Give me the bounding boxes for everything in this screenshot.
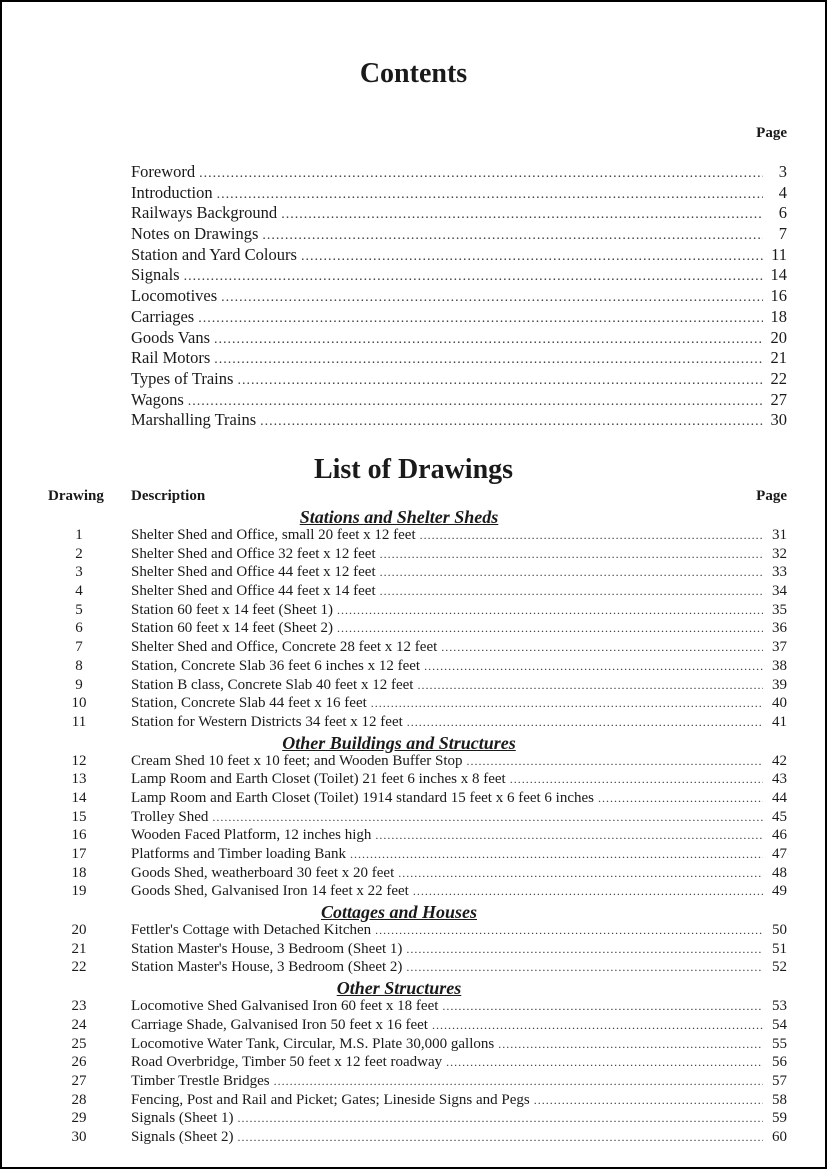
drawing-description: Trolley Shed xyxy=(131,808,209,825)
drawing-number: 1 xyxy=(75,527,83,543)
contents-entry-title: Wagons xyxy=(131,389,184,409)
drawing-number: 21 xyxy=(71,940,87,957)
dot-leader xyxy=(260,414,763,430)
drawing-page: 55 xyxy=(772,1035,787,1052)
contents-entry-title: Locomotives xyxy=(131,286,218,306)
dot-leader xyxy=(238,1130,764,1145)
drawing-description: Station B class, Concrete Slab 40 feet x 12 feet xyxy=(131,676,414,693)
dot-leader xyxy=(238,1111,764,1126)
drawing-entry xyxy=(2,1054,825,1073)
drawing-entry xyxy=(2,677,825,696)
drawing-page: 44 xyxy=(772,789,787,806)
contents-entry-title: Introduction xyxy=(131,182,213,202)
drawing-entry xyxy=(2,753,825,772)
drawing-number: 6 xyxy=(75,620,83,637)
section-heading: Stations and Shelter Sheds xyxy=(299,507,499,527)
drawing-page: 48 xyxy=(772,864,787,881)
dot-leader xyxy=(441,640,763,655)
contents-entry-page: 22 xyxy=(770,368,787,388)
drawing-page: 40 xyxy=(772,695,787,712)
dot-leader xyxy=(198,311,763,327)
drawing-number: 14 xyxy=(71,789,87,806)
contents-entry-title: Signals xyxy=(131,265,180,285)
dot-leader xyxy=(375,828,763,843)
drawing-description: Lamp Room and Earth Closet (Toilet) 1914 standard 15 feet x 6 feet 6 inches xyxy=(131,789,594,806)
dot-leader xyxy=(237,373,763,389)
drawing-entry xyxy=(2,865,825,884)
drawing-number: 20 xyxy=(71,922,87,939)
dot-leader xyxy=(350,847,763,862)
contents-entry xyxy=(131,286,787,307)
drawing-entry xyxy=(2,827,825,846)
contents-entry-title: Rail Motors xyxy=(131,348,211,368)
dot-leader xyxy=(420,528,763,543)
dot-leader xyxy=(534,1093,763,1108)
section-heading: Cottages and Houses xyxy=(320,902,478,923)
dot-leader xyxy=(446,1055,763,1070)
drawing-description: Station Master's House, 3 Bedroom (Sheet 1) xyxy=(131,940,403,957)
drawing-number: 4 xyxy=(75,583,83,600)
page-column-header: Page xyxy=(756,488,787,504)
dot-leader xyxy=(184,269,763,285)
drawing-description: Station, Concrete Slab 44 feet x 16 feet xyxy=(131,695,367,712)
dot-leader xyxy=(498,1037,763,1052)
drawing-description: Fettler's Cottage with Detached Kitchen xyxy=(131,922,372,939)
contents-entry-page: 30 xyxy=(770,410,787,430)
dot-leader xyxy=(380,565,763,580)
drawing-entry xyxy=(2,564,825,583)
drawings-list xyxy=(2,507,825,1148)
drawing-description: Locomotive Shed Galvanised Iron 60 feet x 18 feet xyxy=(131,998,439,1015)
drawing-page: 52 xyxy=(772,959,787,976)
drawings-title: List of Drawings xyxy=(313,454,514,485)
contents-entry xyxy=(131,348,787,369)
drawing-number: 27 xyxy=(71,1072,87,1089)
contents-entry-title: Marshalling Trains xyxy=(131,410,257,430)
drawing-page: 56 xyxy=(772,1054,787,1071)
dot-leader xyxy=(199,166,763,182)
drawing-page: 47 xyxy=(772,846,787,862)
contents-entry xyxy=(131,328,787,349)
dot-leader xyxy=(380,547,763,562)
drawing-entry xyxy=(2,846,825,865)
drawing-entry xyxy=(2,790,825,809)
contents-entry-page: 20 xyxy=(770,327,787,347)
drawing-number: 19 xyxy=(71,883,87,900)
drawing-page: 50 xyxy=(772,922,787,939)
contents-entry-page: 11 xyxy=(771,244,787,264)
dot-leader xyxy=(274,1074,763,1089)
drawing-entry xyxy=(2,620,825,639)
drawing-description: Goods Shed, Galvanised Iron 14 feet x 22 feet xyxy=(131,883,409,900)
drawing-page: 46 xyxy=(772,827,787,844)
contents-entry-title: Railways Background xyxy=(131,203,278,223)
contents-entry xyxy=(131,307,787,328)
contents-entry xyxy=(131,203,787,224)
drawing-number: 15 xyxy=(71,808,87,825)
contents-entry-page: 16 xyxy=(770,286,787,306)
drawing-description: Lamp Room and Earth Closet (Toilet) 21 feet 6 inches x 8 feet xyxy=(131,771,506,788)
contents-entry-title: Types of Trains xyxy=(131,368,234,388)
contents-entry-title: Carriages xyxy=(131,306,195,326)
contents-list xyxy=(131,162,787,431)
drawing-description: Shelter Shed and Office 44 feet x 12 feet xyxy=(131,564,376,581)
dot-leader xyxy=(407,715,763,730)
drawing-page: 33 xyxy=(772,564,787,581)
drawing-entry xyxy=(2,658,825,677)
contents-entry xyxy=(131,410,787,431)
drawing-entry xyxy=(2,1036,825,1055)
drawing-page: 37 xyxy=(772,639,787,656)
dot-leader xyxy=(337,603,763,618)
contents-entry-page: 7 xyxy=(778,224,787,244)
drawing-entry xyxy=(2,959,825,978)
dot-leader xyxy=(510,772,763,787)
drawing-description: Shelter Shed and Office, Concrete 28 feet x 12 feet xyxy=(131,639,438,656)
contents-entry xyxy=(131,245,787,266)
dot-leader xyxy=(214,352,763,368)
drawing-page: 42 xyxy=(772,752,787,769)
drawing-page: 49 xyxy=(772,883,787,900)
drawing-description: Locomotive Water Tank, Circular, M.S. Plate 30,000 gallons xyxy=(131,1035,495,1052)
drawing-number: 26 xyxy=(71,1054,87,1071)
dot-leader xyxy=(212,810,763,825)
drawing-entry xyxy=(2,546,825,565)
description-column-header: Description xyxy=(131,488,206,504)
contents-entry xyxy=(131,390,787,411)
dot-leader xyxy=(406,942,763,957)
contents-entry-page: 4 xyxy=(778,182,787,202)
dot-leader xyxy=(380,584,763,599)
drawing-description: Carriage Shade, Galvanised Iron 50 feet x 16 feet xyxy=(131,1016,428,1033)
dot-leader xyxy=(432,1018,763,1033)
dot-leader xyxy=(217,187,763,203)
drawing-number: 17 xyxy=(71,846,87,862)
drawing-description: Station, Concrete Slab 36 feet 6 inches x 12 feet xyxy=(131,657,421,674)
drawing-number: 24 xyxy=(71,1016,87,1033)
drawing-description: Station 60 feet x 14 feet (Sheet 1) xyxy=(131,601,334,618)
drawing-number: 9 xyxy=(75,676,83,693)
drawing-entry xyxy=(2,922,825,941)
drawing-description: Station 60 feet x 14 feet (Sheet 2) xyxy=(131,620,334,637)
drawing-page: 53 xyxy=(772,998,787,1015)
dot-leader xyxy=(417,678,763,693)
drawing-page: 54 xyxy=(772,1016,787,1033)
contents-entry-page: 27 xyxy=(770,389,787,409)
contents-entry-page: 14 xyxy=(770,265,787,285)
dot-leader xyxy=(188,394,763,410)
section-heading: Other Buildings and Structures xyxy=(282,732,516,753)
contents-entry-title: Goods Vans xyxy=(131,327,210,347)
drawing-entry xyxy=(2,883,825,902)
drawing-description: Fencing, Post and Rail and Picket; Gates; Lineside Signs and Pegs xyxy=(131,1091,530,1108)
drawing-page: 35 xyxy=(772,601,787,618)
drawing-page: 59 xyxy=(772,1110,787,1127)
drawing-number: 8 xyxy=(75,657,83,674)
drawing-description: Shelter Shed and Office, small 20 feet x 12 feet xyxy=(131,527,416,543)
drawing-number: 29 xyxy=(71,1110,87,1127)
drawing-description: Station Master's House, 3 Bedroom (Sheet 2) xyxy=(131,959,403,976)
drawing-number: 13 xyxy=(71,771,87,788)
dot-leader xyxy=(337,621,763,636)
drawing-page: 60 xyxy=(772,1128,787,1145)
drawing-entry xyxy=(2,998,825,1017)
drawing-description: Timber Trestle Bridges xyxy=(131,1072,270,1089)
dot-leader xyxy=(398,866,763,881)
drawing-description: Shelter Shed and Office 32 feet x 12 feet xyxy=(131,545,376,562)
contents-entry-page: 21 xyxy=(770,348,787,368)
dot-leader xyxy=(424,659,763,674)
drawing-number: 28 xyxy=(71,1091,87,1108)
drawing-entry xyxy=(2,639,825,658)
dot-leader xyxy=(598,791,763,806)
contents-entry xyxy=(131,183,787,204)
contents-entry-page: 18 xyxy=(770,306,787,326)
drawing-description: Shelter Shed and Office 44 feet x 14 feet xyxy=(131,583,376,600)
dot-leader xyxy=(262,228,763,244)
contents-entry xyxy=(131,265,787,286)
drawing-entry xyxy=(2,771,825,790)
drawing-number: 3 xyxy=(75,564,83,581)
dot-leader xyxy=(406,960,763,975)
drawing-description: Signals (Sheet 2) xyxy=(131,1128,234,1145)
drawing-page: 39 xyxy=(772,676,787,693)
drawing-description: Signals (Sheet 1) xyxy=(131,1110,234,1127)
drawing-number: 30 xyxy=(71,1128,87,1145)
drawing-entry xyxy=(2,527,825,546)
drawing-number: 25 xyxy=(71,1035,87,1052)
drawing-number: 2 xyxy=(75,545,83,562)
drawing-entry xyxy=(2,941,825,960)
drawing-entry xyxy=(2,1073,825,1092)
drawing-entry xyxy=(2,1017,825,1036)
dot-leader xyxy=(221,290,763,306)
dot-leader xyxy=(467,754,764,769)
contents-entry-page: 3 xyxy=(778,162,787,181)
dot-leader xyxy=(375,923,763,938)
drawing-description: Wooden Faced Platform, 12 inches high xyxy=(131,827,372,844)
dot-leader xyxy=(281,207,763,223)
dot-leader xyxy=(371,696,763,711)
drawing-description: Station for Western Districts 34 feet x 12 feet xyxy=(131,713,403,730)
drawing-entry xyxy=(2,695,825,714)
drawing-number: 12 xyxy=(71,752,87,769)
contents-title: Contents xyxy=(359,58,468,89)
drawing-description: Road Overbridge, Timber 50 feet x 12 feet roadway xyxy=(131,1054,443,1071)
contents-entry-page: 6 xyxy=(778,203,787,223)
drawings-column-headers xyxy=(2,488,825,508)
drawing-page: 45 xyxy=(772,808,787,825)
drawing-entry xyxy=(2,714,825,733)
drawing-entry xyxy=(2,1110,825,1129)
drawing-page: 36 xyxy=(772,620,787,637)
drawing-page: 34 xyxy=(772,583,787,600)
dot-leader xyxy=(442,999,763,1014)
dot-leader xyxy=(301,249,763,265)
drawing-number: 22 xyxy=(71,959,87,976)
contents-entry-title: Notes on Drawings xyxy=(131,224,259,244)
drawing-entry xyxy=(2,1092,825,1111)
drawing-page: 32 xyxy=(772,545,787,562)
drawing-number: 16 xyxy=(71,827,87,844)
drawing-page: 51 xyxy=(772,940,787,957)
dot-leader xyxy=(214,332,763,348)
drawing-entry xyxy=(2,1129,825,1148)
drawing-page: 38 xyxy=(772,657,787,674)
drawing-number: 7 xyxy=(75,639,83,656)
drawing-page: 31 xyxy=(772,527,787,543)
drawing-description: Cream Shed 10 feet x 10 feet; and Wooden Buffer Stop xyxy=(131,752,463,769)
contents-entry xyxy=(131,224,787,245)
section-heading: Other Structures xyxy=(336,978,462,999)
drawing-number: 18 xyxy=(71,864,87,881)
drawing-description: Goods Shed, weatherboard 30 feet x 20 feet xyxy=(131,864,395,881)
contents-entry xyxy=(131,369,787,390)
drawing-column-header: Drawing xyxy=(48,488,104,504)
dot-leader xyxy=(413,884,763,899)
drawing-number: 11 xyxy=(71,713,87,730)
drawing-page: 41 xyxy=(772,713,787,730)
drawing-entry xyxy=(2,583,825,602)
contents-entry xyxy=(131,162,787,183)
contents-page-column-header: Page xyxy=(756,125,787,141)
drawing-number: 23 xyxy=(71,998,87,1015)
drawing-number: 10 xyxy=(71,695,87,712)
contents-entry-title: Station and Yard Colours xyxy=(131,244,297,264)
contents-entry-title: Foreword xyxy=(131,162,196,181)
drawing-number: 5 xyxy=(75,601,83,618)
drawing-entry xyxy=(2,809,825,828)
drawing-description: Platforms and Timber loading Bank xyxy=(131,846,346,862)
drawing-page: 57 xyxy=(772,1072,787,1089)
drawing-page: 43 xyxy=(772,771,787,788)
drawing-page: 58 xyxy=(772,1091,787,1108)
drawing-entry xyxy=(2,602,825,621)
